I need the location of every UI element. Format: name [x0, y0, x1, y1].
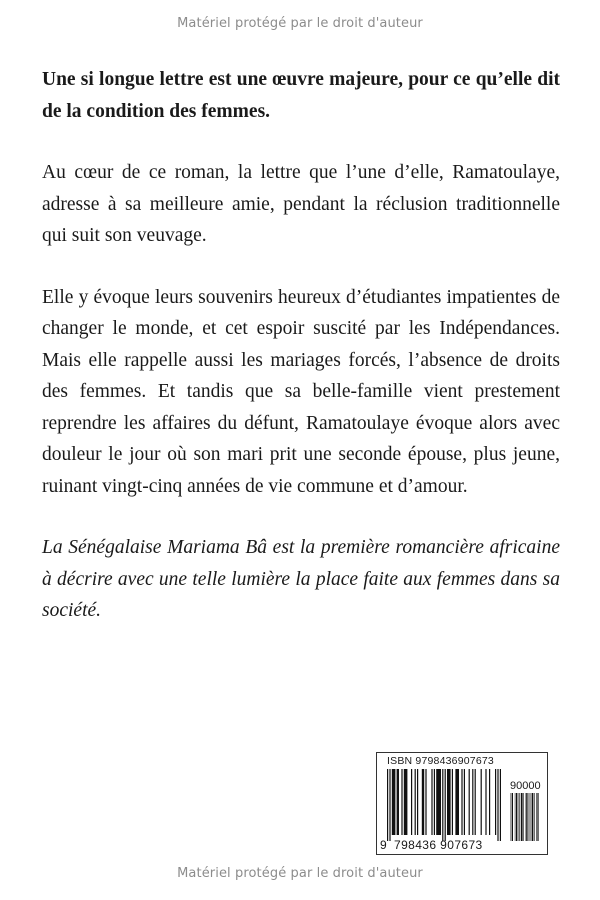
barcode-bar — [392, 769, 396, 835]
addon-bar — [516, 793, 517, 841]
author-intro-paragraph: La Sénégalaise Mariama Bâ est la première romancière africaine à décrire avec une telle lumière la place faite aux femmes dans sa société. — [42, 537, 560, 621]
barcode-bar — [475, 769, 476, 835]
barcode-bar — [445, 769, 446, 841]
barcode-bar — [489, 769, 490, 835]
addon-bar — [519, 793, 520, 841]
addon-bar — [532, 793, 534, 841]
isbn-barcode-panel — [376, 752, 548, 855]
addon-bar — [511, 793, 512, 841]
copyright-watermark-bottom: Matériel protégé par le droit d'auteur — [177, 866, 423, 881]
barcode-bar — [485, 769, 486, 835]
back-cover-text — [42, 64, 560, 657]
barcode-bar — [389, 769, 390, 841]
barcode-bar — [500, 769, 501, 841]
barcode-bar — [455, 769, 459, 835]
isbn-label: ISBN 9798436907673 — [387, 755, 494, 767]
barcode-bar — [464, 769, 465, 835]
barcode-bar — [442, 769, 443, 841]
price-code: 90000 — [510, 780, 541, 792]
copyright-watermark-top: Matériel protégé par le droit d'auteur — [177, 16, 423, 31]
addon-bar — [527, 793, 528, 841]
barcode-bar — [401, 769, 402, 835]
barcode-bar — [397, 769, 399, 835]
addon-bar — [534, 793, 535, 841]
addon-bar — [530, 793, 531, 841]
addon-bar — [515, 793, 516, 841]
barcode-bar — [452, 769, 453, 835]
barcode-digit-groups: 798436 907673 — [394, 838, 483, 852]
barcode-bar — [436, 769, 441, 835]
addon-bar — [523, 793, 524, 841]
addon-bar — [529, 793, 530, 841]
addon-bar — [536, 793, 537, 841]
barcode-bar — [415, 769, 416, 835]
barcode-bar — [431, 769, 432, 835]
barcode-bar — [422, 769, 424, 835]
addon-bar — [512, 793, 513, 841]
addon-bar — [518, 793, 519, 841]
barcode-bar — [469, 769, 470, 835]
summary-paragraph-2: Elle y évoque leurs souvenirs heureux d’étudiantes impatientes de changer le monde, et cet espoir suscité par les Indépendances. Mais elle rappelle aussi les mariages forcés, l’absence de droits des femmes. Et tandis que sa belle-famille vient prestement reprendre les affaires du défunt, Ramatoulaye évoque alors avec douleur le jour où son mari prit une seconde épouse, plus jeune, ruinant vingt-cinq années de vie commune et d’amour. — [42, 286, 560, 497]
barcode-bar — [495, 769, 496, 835]
barcode-bar — [434, 769, 435, 835]
barcode-lead-digit: 9 — [380, 838, 388, 852]
barcode-bar — [387, 769, 388, 841]
barcode-bar — [411, 769, 412, 835]
barcode-bar — [404, 769, 408, 835]
addon-bar — [521, 793, 523, 841]
barcode-bar — [472, 769, 473, 835]
barcode-bar — [447, 769, 451, 835]
addon-bar — [526, 793, 527, 841]
barcode-bar — [461, 769, 462, 835]
barcode-bar — [481, 769, 482, 835]
barcode-bar — [497, 769, 498, 841]
barcode-bar — [425, 769, 426, 835]
lead-paragraph: Une si longue lettre est une œuvre majeure, pour ce qu’elle dit de la condition des femmes. — [42, 69, 560, 122]
addon-bar — [538, 793, 539, 841]
barcode-bar — [417, 769, 418, 835]
summary-paragraph-1: Au cœur de ce roman, la lettre que l’une d’elle, Ramatoulaye, adresse à sa meilleure amie, pendant la réclusion traditionnelle qui suit son veuvage. — [42, 162, 560, 246]
